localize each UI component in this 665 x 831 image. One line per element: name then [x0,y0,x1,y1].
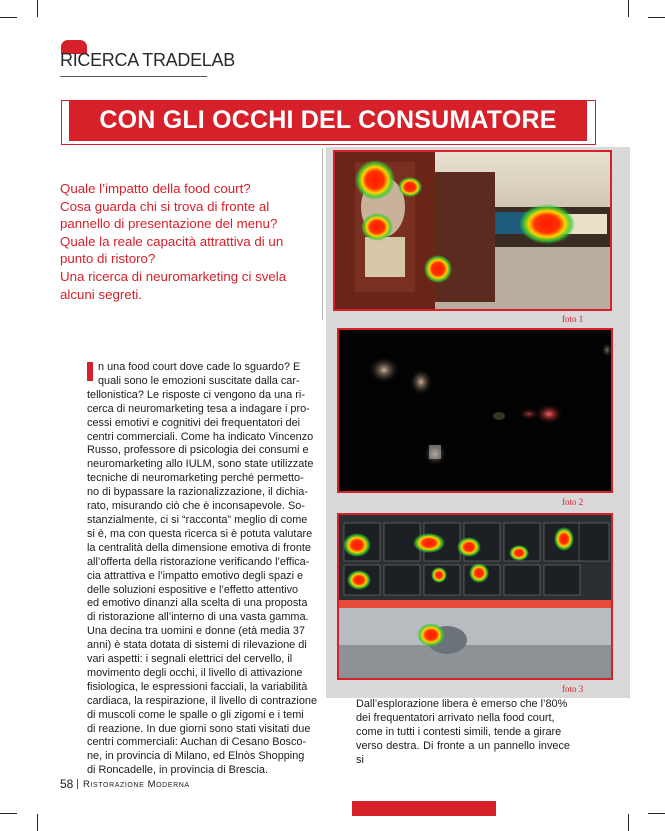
body-line: centri commerciali. Come ha indicato Vincenzo [87,430,314,443]
footer-accent-bar [352,801,496,816]
body-line: anni) è stata dotata di sistemi di rilevazione di [87,639,307,652]
heatmap-photo-3 [337,513,613,680]
body-line: di ristorazione all’interno di una vasta gamma. [87,611,309,624]
food-court-image [335,152,610,309]
crop-mark [37,814,38,831]
lead-line: Quale l’impatto della food court? [60,181,251,196]
body-line: di muscoli come le spalle o gli zigomi e i temi [87,708,304,721]
publication-name: Ristorazione Moderna [83,779,190,790]
body-line: di reazione. In due giorni sono stati visitati due [87,722,311,735]
body-line: ed emotivo dinanzi alla scelta di una proposta [87,597,308,610]
body-line: vari aspetti: i segnali elettrici del cervello, il [87,653,293,666]
crop-mark [648,813,665,814]
body-line: tecniche di neuromarketing perché permetto- [87,472,304,485]
body-line: all’offerta della ristorazione verificando l’effica- [87,555,310,568]
lead-line: alcuni segreti. [60,286,143,302]
body-line: tellonistica? Le risposte ci vengono da una ri- [87,388,305,401]
menu-board-image [339,515,611,678]
crop-mark [0,813,17,814]
crop-mark [628,814,629,831]
body-line: verso destra. Di fronte a un pannello invece si [356,739,570,766]
page-title: CON GLI OCCHI DEL CONSUMATORE [99,106,557,134]
body-line: quali sono le emozioni suscitate dalla car- [98,374,300,387]
crop-mark [628,0,629,17]
body-line: centri commerciali: Auchan di Cesano Bosco- [87,736,307,749]
body-line: cerca di neuromarketing tesa a indagare i pro- [87,402,310,415]
lead-line: Cosa guarda chi si trova di fronte al [60,198,270,214]
lead-line: pannello di presentazione del menu? [60,216,278,232]
article-body [87,361,320,778]
body-line: stanzialmente, ci si “racconta” meglio di come [87,513,308,526]
crop-mark [648,17,665,18]
body-line: fisiologica, le espressioni facciali, la variabilità [87,680,308,693]
lead-line: Quale la reale capacità attrattiva di un [60,233,284,249]
body-line: la centralità della dimensione emotiva di fronte [87,541,311,554]
body-line: Dall’esplorazione libera è emerso che l’80% [356,698,568,710]
body-line: n una food court dove cade lo sguardo? E [98,361,301,373]
body-line: cia attrattiva e l’impatto emotivo degli spazi e [87,569,304,582]
lead-divider [322,148,323,320]
dark-attention-map [339,330,611,491]
body-line: movimento degli occhi, il livello di attivazione [87,666,303,679]
photo-caption: foto 1 [562,314,584,324]
article-body-right [356,698,570,768]
lead-line: Una ricerca di neuromarketing ci svela [60,268,287,284]
body-line: si è, ma con questa ricerca si è potuta valutare [87,527,313,540]
heatmap-photo-2 [337,328,613,493]
section-underline [60,76,207,77]
crop-mark [0,17,17,18]
photo-caption: foto 3 [562,684,584,694]
crop-mark [37,0,38,17]
body-line: cardiaca, la respirazione, il livello di contrazione [87,694,318,707]
body-line: dei frequentatori arrivato nella food court, [356,711,555,724]
photo-caption: foto 2 [562,497,584,507]
body-line: delle soluzioni espositive e l’effetto attentivo [87,583,299,596]
lead-line: punto di ristoro? [60,251,156,267]
body-line: Una decina tra uomini e donne (età media 37 [87,625,305,638]
body-line: ne, in provincia di Milano, ed Elnòs Shopping [87,750,305,763]
body-line: neuromarketing allo IULM, sono state utilizzate [87,458,314,471]
heatmap-photo-1 [333,150,612,311]
lead-paragraph [60,180,322,303]
footer-divider [77,779,78,789]
body-line: no di bypassare la razionalizzazione, il dichia- [87,486,308,499]
body-line: cessi emotivi e cognitivi dei frequentatori dei [87,416,301,429]
body-line: rato, misurando ciò che è inconsapevole. So- [87,500,305,513]
body-line: di Roncadelle, in provincia di Brescia. [87,764,268,777]
section-label: RICERCA TRADELAB [60,50,235,70]
page-number: 58 [60,777,74,791]
body-line: Russo, professore di psicologia dei consumi e [87,444,309,457]
body-line: come in tutti i contesti simili, tende a girare [356,725,562,738]
